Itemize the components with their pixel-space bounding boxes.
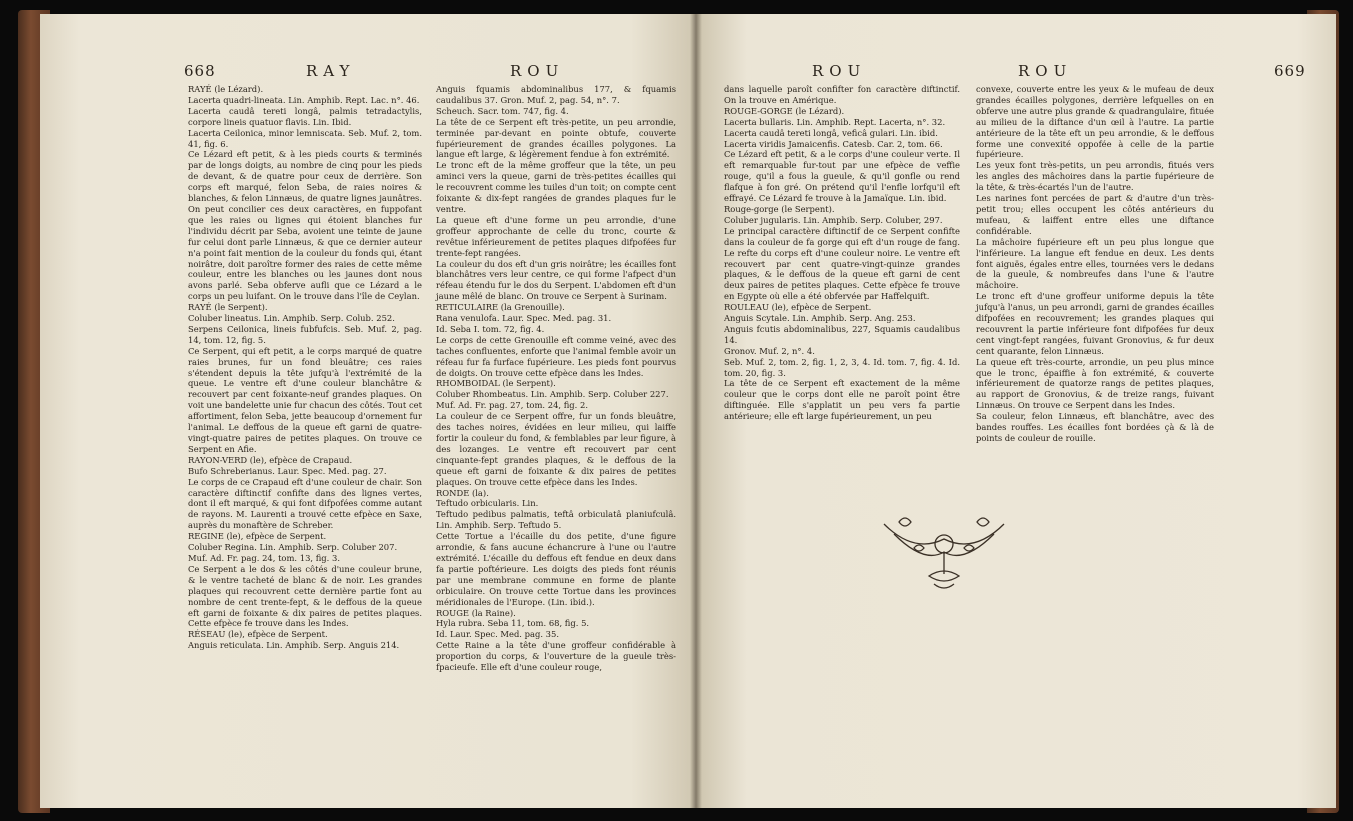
text-paragraph: RONDE (la). <box>436 487 489 498</box>
text-paragraph: Ce Lézard eft petit, & a le corps d'une couleur verte. Il eft remarquable fur-tout par une efpèce de veffie rouge, qu'il a fous la gueule, & qu'il gonfle ou rend flafque à fon gré. On prétend qu'il l'enfle lorfqu'il eft effrayé. Ce Lézard fe trouve à la Jamaïque. Lin. ibid. <box>724 149 960 204</box>
text-paragraph: La mâchoire fupérieure eft un peu plus longue que l'inférieure. La langue eft fendue en deux. Les dents font aiguës, égales entre elles, tournées vers le dedans de la gueule, & nombreufes dans l'une & l'autre mâchoire. <box>976 236 1214 291</box>
running-header-right-1: ROU <box>812 62 867 80</box>
text-paragraph: Le tronc eft d'une groffeur uniforme depuis la tête jufqu'à l'anus, un peu arrondi, garni de grandes écailles difpofées en recouvrement; les grandes plaques qui recouvrent la partie inférieure font difpofées fur deux cent vingt-fept rangées, fuivant Gronovius, & fur deux cent quarante, felon Linnæus. <box>976 291 1214 356</box>
text-paragraph: La tête de ce Serpent eft exactement de la même couleur que le corps dont elle ne paroît point être diftinguée. Elle s'applatit un peu vers fa partie antérieure; elle eft large fupérieurement, un peu <box>724 378 960 422</box>
text-paragraph: Ce Serpent, qui eft petit, a le corps marqué de quatre raies brunes, fur un fond bleuâtre; ces raies s'étendent depuis la tête jufqu'à l'extrémité de la queue. Le ventre eft d'une couleur blanchâtre & recouvert par cent foixante-neuf grandes plaques. On voit une bandelette unie fur chacun des côtés. Tout cet affortiment, felon Seba, jette beaucoup d'ornement fur l'animal. Le deffous de la queue eft garni de quatre-vingt-quatre paires de petites plaques. On trouve ce Serpent en Afie. <box>188 345 422 454</box>
text-paragraph: ROUGE-GORGE (le Lézard). <box>724 105 845 116</box>
right-page-column-1 <box>724 84 960 422</box>
text-paragraph: Teftudo orbicularis. Lin. <box>436 498 539 509</box>
text-paragraph: Sa couleur, felon Linnæus, eft blanchâtre, avec des bandes rouffes. Les écailles font bordées çà & là de points de couleur de rouille. <box>976 411 1214 443</box>
text-paragraph: La queue eft d'une forme un peu arrondie, d'une groffeur approchante de celle du tronc, courte & revêtue inférieurement de petites plaques difpofées fur trente-fept rangées. <box>436 214 676 258</box>
text-paragraph: Id. Laur. Spec. Med. pag. 35. <box>436 629 559 640</box>
text-paragraph: RHOMBOIDAL (le Serpent). <box>436 378 556 389</box>
text-paragraph: Muf. Ad. Fr. pag. 24, tom. 13, fig. 3. <box>188 552 340 563</box>
text-paragraph: Hyla rubra. Seba 11, tom. 68, fig. 5. <box>436 618 590 629</box>
right-page <box>696 14 1336 808</box>
text-paragraph: Teftudo pedibus palmatis, teftâ orbiculatâ planiufculâ. Lin. Amphib. Serp. Teftudo 5. <box>436 509 676 531</box>
text-paragraph: Lacerta viridis Jamaicenfis. Catesb. Car. 2, tom. 66. <box>724 138 943 149</box>
text-paragraph: Ce Serpent a le dos & les côtés d'une couleur brune, & le ventre tacheté de blanc & de noir. Les grandes plaques qui recouvrent cette dernière partie font au nombre de cent trente-fept, & le deffous de la queue eft garni de foixante & dix paires de petites plaques. Cette efpèce fe trouve dans les Indes. <box>188 563 422 629</box>
text-paragraph: REGINE (le), efpèce de Serpent. <box>188 531 327 542</box>
text-paragraph: Le principal caractère diftinctif de ce Serpent confifte dans la couleur de fa gorge qui eft d'un rouge de fang. Le refte du corps eft d'une couleur noire. Le ventre eft recouvert par cent quatre-vingt-quinze grandes plaques, & le deffous de la queue eft garni de cent deux paires de petites plaques. Cette efpèce fe trouve en Egypte où elle a été obfervée par Haffelquift. <box>724 225 960 302</box>
text-paragraph: Serpens Ceilonica, lineis fubfufcis. Seb. Muf. 2, pag. 14, tom. 12, fig. 5. <box>188 323 422 345</box>
text-paragraph: Scheuch. Sacr. tom. 747, fig. 4. <box>436 105 569 116</box>
text-paragraph: Le tronc eft de la même groffeur que la tête, un peu aminci vers la queue, garni de très-petites écailles qui le recouvrent comme les tuiles d'un toit; on compte cent foixante & dix-fept rangées de grandes plaques fur le ventre. <box>436 160 676 214</box>
text-paragraph: dans laquelle paroît confifter fon caractère diftinctif. On la trouve en Amérique. <box>724 84 960 105</box>
text-paragraph: Coluber lineatus. Lin. Amphib. Serp. Colub. 252. <box>188 313 395 324</box>
text-paragraph: Le corps de ce Crapaud eft d'une couleur de chair. Son caractère diftinctif confifte dans des lignes vertes, dont il eft marqué, & qui font difpofées comme autant de rayons. M. Laurenti a trouvé cette efpèce en Saxe, auprès du monaftère de Schreber. <box>188 476 422 531</box>
text-paragraph: Cette Raine a la tête d'une groffeur confidérable à proportion du corps, & l'ouverture de la gueule très-fpacieufe. Elle eft d'une couleur rouge, <box>436 640 676 673</box>
text-paragraph: Gronov. Muf. 2, n°. 4. <box>724 345 815 356</box>
text-paragraph: Rana venulofa. Laur. Spec. Med. pag. 31. <box>436 313 612 324</box>
text-paragraph: Les narines font percées de part & d'autre d'un très-petit trou; elles occupent les côtés antérieurs du mufeau, & laiffent entre elles une diftance confidérable. <box>976 193 1214 236</box>
text-paragraph: Muf. Ad. Fr. pag. 27, tom. 24, fig. 2. <box>436 400 588 411</box>
book-gutter <box>690 14 702 808</box>
text-paragraph: RAYON-VERD (le), efpèce de Crapaud. <box>188 454 353 465</box>
text-paragraph: Cette Tortue a l'écaille du dos petite, d'une figure arrondie, & fans aucune échancrure à l'une ou l'autre extrémité. L'écaille du deffous eft fendue en deux dans fa partie poftérieure. Les doigts des pieds font réunis par une membrane commune en forme de plante orbiculaire. On trouve cette Tortue dans les provinces méridionales de l'Europe. (Lin. ibid.). <box>436 531 676 607</box>
text-paragraph: Coluber jugularis. Lin. Amphib. Serp. Coluber, 297. <box>724 214 943 225</box>
text-paragraph: Bufo Schreberianus. Laur. Spec. Med. pag. 27. <box>188 465 387 476</box>
page-number-left: 668 <box>184 62 216 80</box>
text-paragraph: Seb. Muf. 2, tom. 2, fig. 1, 2, 3, 4. Id. tom. 7, fig. 4. Id. tom. 20, fig. 3. <box>724 356 960 378</box>
text-paragraph: RÉSEAU (le), efpèce de Serpent. <box>188 629 328 640</box>
text-paragraph: Lacerta caudâ tereti longâ, palmis tetradactylis, corpore lineis quatuor flavis. Lin. Ibid. <box>188 105 422 127</box>
text-paragraph: RAYÉ (le Lézard). <box>188 84 264 94</box>
page-number-right: 669 <box>1274 62 1306 80</box>
text-paragraph: ROUGE (la Raine). <box>436 607 516 618</box>
text-paragraph: Ce Lézard eft petit, & à les pieds courts & terminés par de longs doigts, au nombre de cinq pour les pieds de devant, & de quatre pour ceux de derrière. Son corps eft marqué, felon Seba, de raies noires & blanches, & felon Linnæus, de quatre lignes jaunâtres. On peut concilier ces deux caractères, en fuppofant que les raies ou lignes qui étoient blanches fur l'individu décrit par Seba, avoient une teinte de jaune fur celui dont parle Linnæus, & que ce dernier auteur n'a point fait mention de la couleur du fonds qui, étant noirâtre, doit paroître former des raies de cette même couleur, entre les blanches ou les jaunes dont nous avons parlé. Seba obferve aufli que ce Lézard a le corps un peu luifant. On le trouve dans l'île de Ceylan. <box>188 149 422 302</box>
text-paragraph: La couleur de ce Serpent offre, fur un fonds bleuâtre, des taches noires, évidées en leur milieu, qui laiffe fortir la couleur du fond, & femblables par leur figure, à des lozanges. Le ventre eft recouvert par cent cinquante-fept grandes plaques, & le deffous de la queue eft garni de foixante & dix paires de petites plaques. On trouve cette efpèce dans les Indes. <box>436 411 676 487</box>
text-paragraph: ROULEAU (le), efpèce de Serpent. <box>724 302 872 313</box>
text-paragraph: Lacerta quadri-lineata. Lin. Amphib. Rept. Lac. n°. 46. <box>188 94 420 105</box>
text-paragraph: Coluber Regina. Lin. Amphib. Serp. Coluber 207. <box>188 542 398 553</box>
text-paragraph: La couleur du dos eft d'un gris noirâtre; les écailles font blanchâtres vers leur centre, ce qui forme l'afpect d'un réfeau étendu fur le dos du Serpent. L'abdomen eft d'un jaune mêlé de blanc. On trouve ce Serpent à Surinam. <box>436 258 676 302</box>
text-paragraph: Anguis fcutis abdominalibus, 227, Squamis caudalibus 14. <box>724 323 960 345</box>
text-paragraph: Anguis Scytale. Lin. Amphib. Serp. Ang. 253. <box>724 313 916 324</box>
right-page-column-2 <box>976 84 1214 444</box>
text-paragraph: La tête de ce Serpent eft très-petite, un peu arrondie, terminée par-devant en pointe obtufe, couverte fupérieurement de grandes écailles polygones. La langue eft large, & légèrement fendue à fon extrémité. <box>436 116 676 160</box>
text-paragraph: Anguis reticulata. Lin. Amphib. Serp. Anguis 214. <box>188 640 400 651</box>
text-paragraph: La queue eft très-courte, arrondie, un peu plus mince que le tronc, épaiffie à fon extrémité, & couverte inférieurement de quatorze rangs de petites plaques, au rapport de Gronovius, & de treize rangs, fuivant Linnæus. On trouve ce Serpent dans les Indes. <box>976 356 1214 411</box>
text-paragraph: Lacerta bullaris. Lin. Amphib. Rept. Lacerta, n°. 32. <box>724 116 946 127</box>
text-paragraph: Lacerta caudâ tereti longâ, veficâ gulari. Lin. ibid. <box>724 127 938 138</box>
text-paragraph: Coluber Rhombeatus. Lin. Amphib. Serp. Coluber 227. <box>436 389 669 400</box>
left-page-column-1 <box>188 84 422 651</box>
text-paragraph: Anguis fquamis abdominalibus 177, & fquamis caudalibus 37. Gron. Muf. 2, pag. 54, n°. 7. <box>436 84 676 105</box>
text-paragraph: convexe, couverte entre les yeux & le mufeau de deux grandes écailles polygones, derrière lefquelles on en obferve une autre plus grande & quadrangulaire, fituée au milieu de la diftance d'un œil à l'autre. La partie antérieure de la tête eft un peu arrondie, & le deffous forme une convexité oppofée à celle de la partie fupérieure. <box>976 84 1214 160</box>
running-header-left-1: RAY <box>306 62 356 80</box>
text-paragraph: RETICULAIRE (la Grenouille). <box>436 302 565 313</box>
text-paragraph: Rouge-gorge (le Serpent). <box>724 203 835 214</box>
text-paragraph: Le corps de cette Grenouille eft comme veiné, avec des taches confluentes, enforte que l'animal femble avoir un réfeau fur fa furface fupérieure. Les pieds font pourvus de doigts. On trouve cette efpèce dans les Indes. <box>436 334 676 378</box>
left-page <box>40 14 696 808</box>
text-paragraph: RAYÉ (le Serpent). <box>188 302 268 313</box>
running-header-right-2: ROU <box>1018 62 1073 80</box>
text-paragraph: Lacerta Ceilonica, minor lemniscata. Seb. Muf. 2, tom. 41, fig. 6. <box>188 127 422 149</box>
text-paragraph: Les yeux font très-petits, un peu arrondis, fitués vers les angles des mâchoires dans la partie fupérieure de la tête, & très-écartés l'un de l'autre. <box>976 160 1214 193</box>
running-header-left-2: ROU <box>510 62 565 80</box>
text-paragraph: Id. Seba I. tom. 72, fig. 4. <box>436 323 545 334</box>
left-page-column-2 <box>436 84 676 673</box>
floral-garland-vignette-icon <box>874 504 1014 594</box>
